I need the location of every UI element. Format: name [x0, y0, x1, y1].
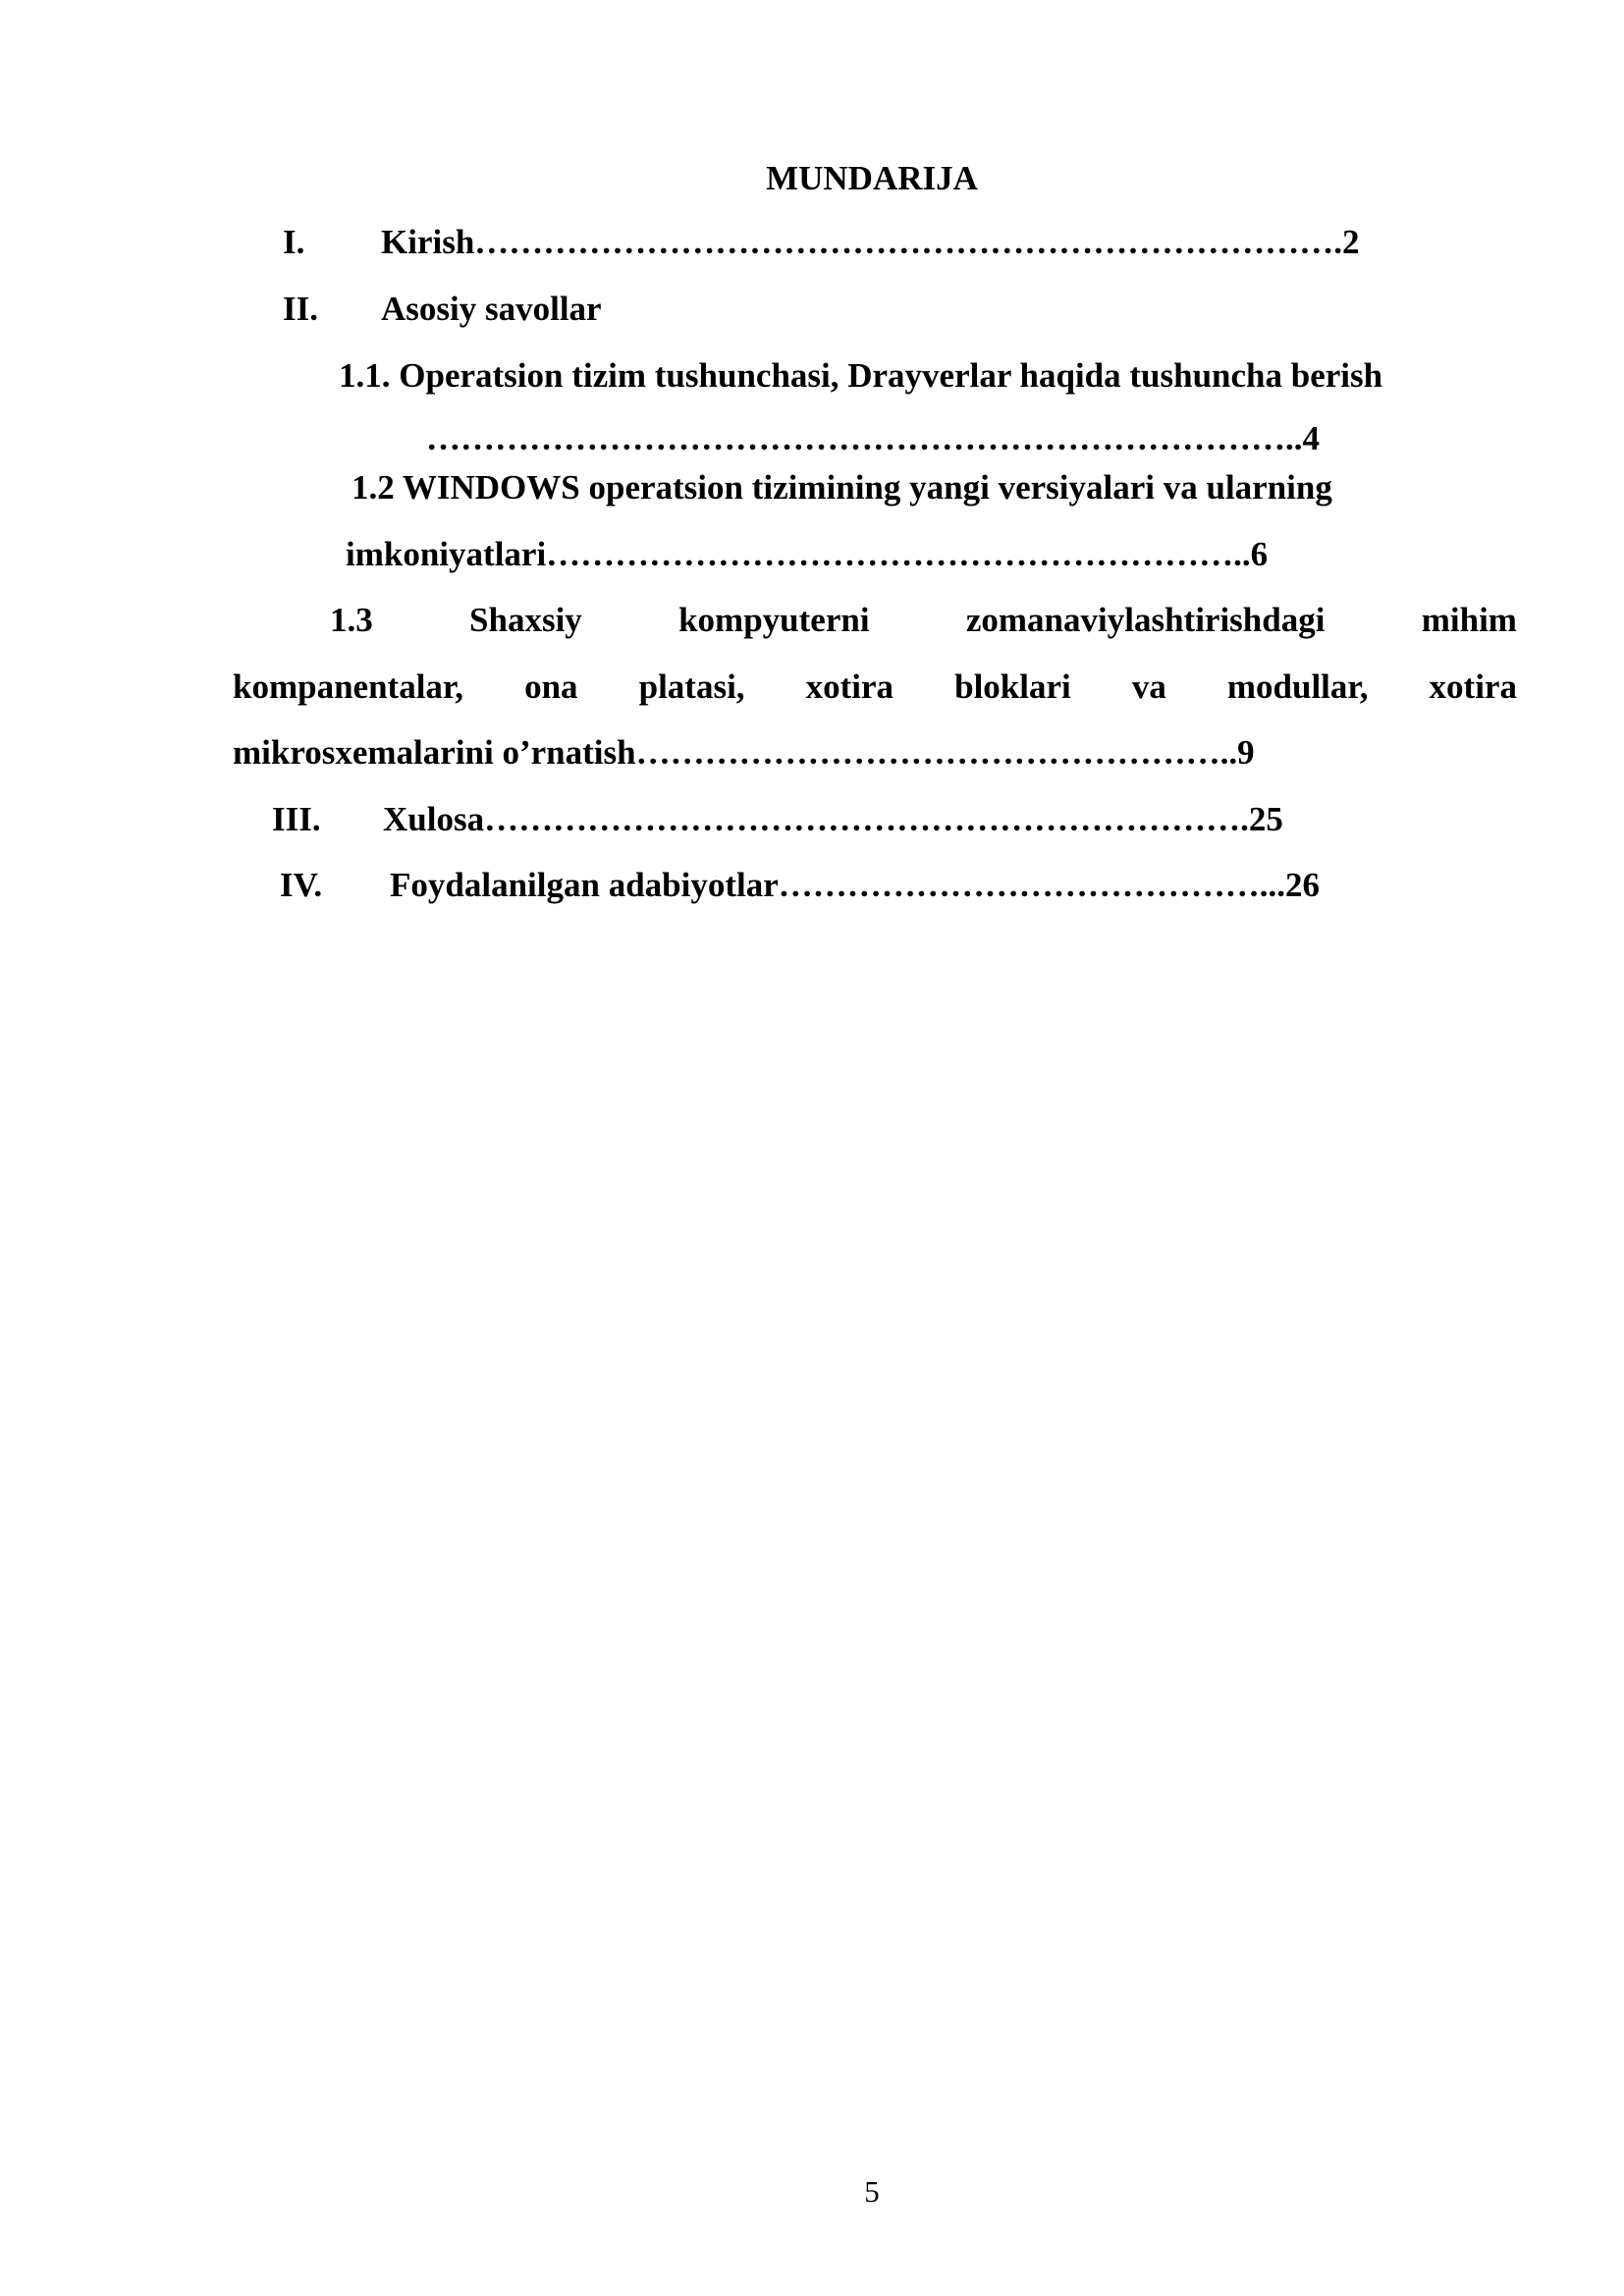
toc-item-4-text: Foydalanilgan adabiyotlar……………………………………...26 — [390, 866, 1321, 904]
toc-word: va — [1131, 667, 1166, 706]
toc-word: kompyuterni — [678, 601, 870, 639]
toc-word: platasi, — [638, 667, 745, 706]
toc-word: ona — [524, 667, 578, 706]
toc-item-1-number: I. — [283, 223, 305, 261]
toc-item-2-text: Asosiy savollar — [381, 290, 602, 328]
toc-item-2-3-line1 — [330, 601, 1517, 640]
toc-word: xotira — [805, 667, 894, 706]
page-number: 5 — [864, 2174, 880, 2209]
toc-item-2-1-line2: …………………………………………………………………..4 — [426, 419, 1320, 457]
toc-word: Shaxsiy — [469, 601, 582, 639]
toc-word: kompanentalar, — [233, 667, 464, 706]
toc-word: bloklari — [954, 667, 1071, 706]
toc-word: modullar, — [1226, 667, 1369, 706]
toc-item-2-2-line1: 1.2 WINDOWS operatsion tizimining yangi versiyalari va ularning — [352, 468, 1332, 507]
toc-item-2-3-line2 — [233, 667, 1517, 707]
toc-item-2-2-line2: imkoniyatlari……………………………………………………..6 — [346, 535, 1269, 573]
toc-item-4-number: IV. — [280, 866, 323, 904]
toc-item-3-number: III. — [272, 800, 321, 838]
toc-item-1-text: Kirish………………………………………………………………….2 — [381, 223, 1360, 261]
toc-item-2-number: II. — [283, 290, 318, 328]
toc-word: mihim — [1421, 601, 1517, 639]
toc-title: MUNDARIJA — [766, 159, 978, 197]
toc-item-2-3-line3: mikrosxemalarini o’rnatish……………………………………………..9 — [233, 733, 1255, 772]
toc-item-2-1-line1: 1.1. Operatsion tizim tushunchasi, Drayverlar haqida tushuncha berish — [339, 356, 1383, 395]
toc-word: zomanaviylashtirishdagi — [965, 601, 1326, 639]
toc-word: 1.3 — [330, 601, 373, 639]
toc-item-3-text: Xulosa………………………………………………………….25 — [383, 800, 1283, 838]
toc-word: xotira — [1429, 667, 1517, 706]
